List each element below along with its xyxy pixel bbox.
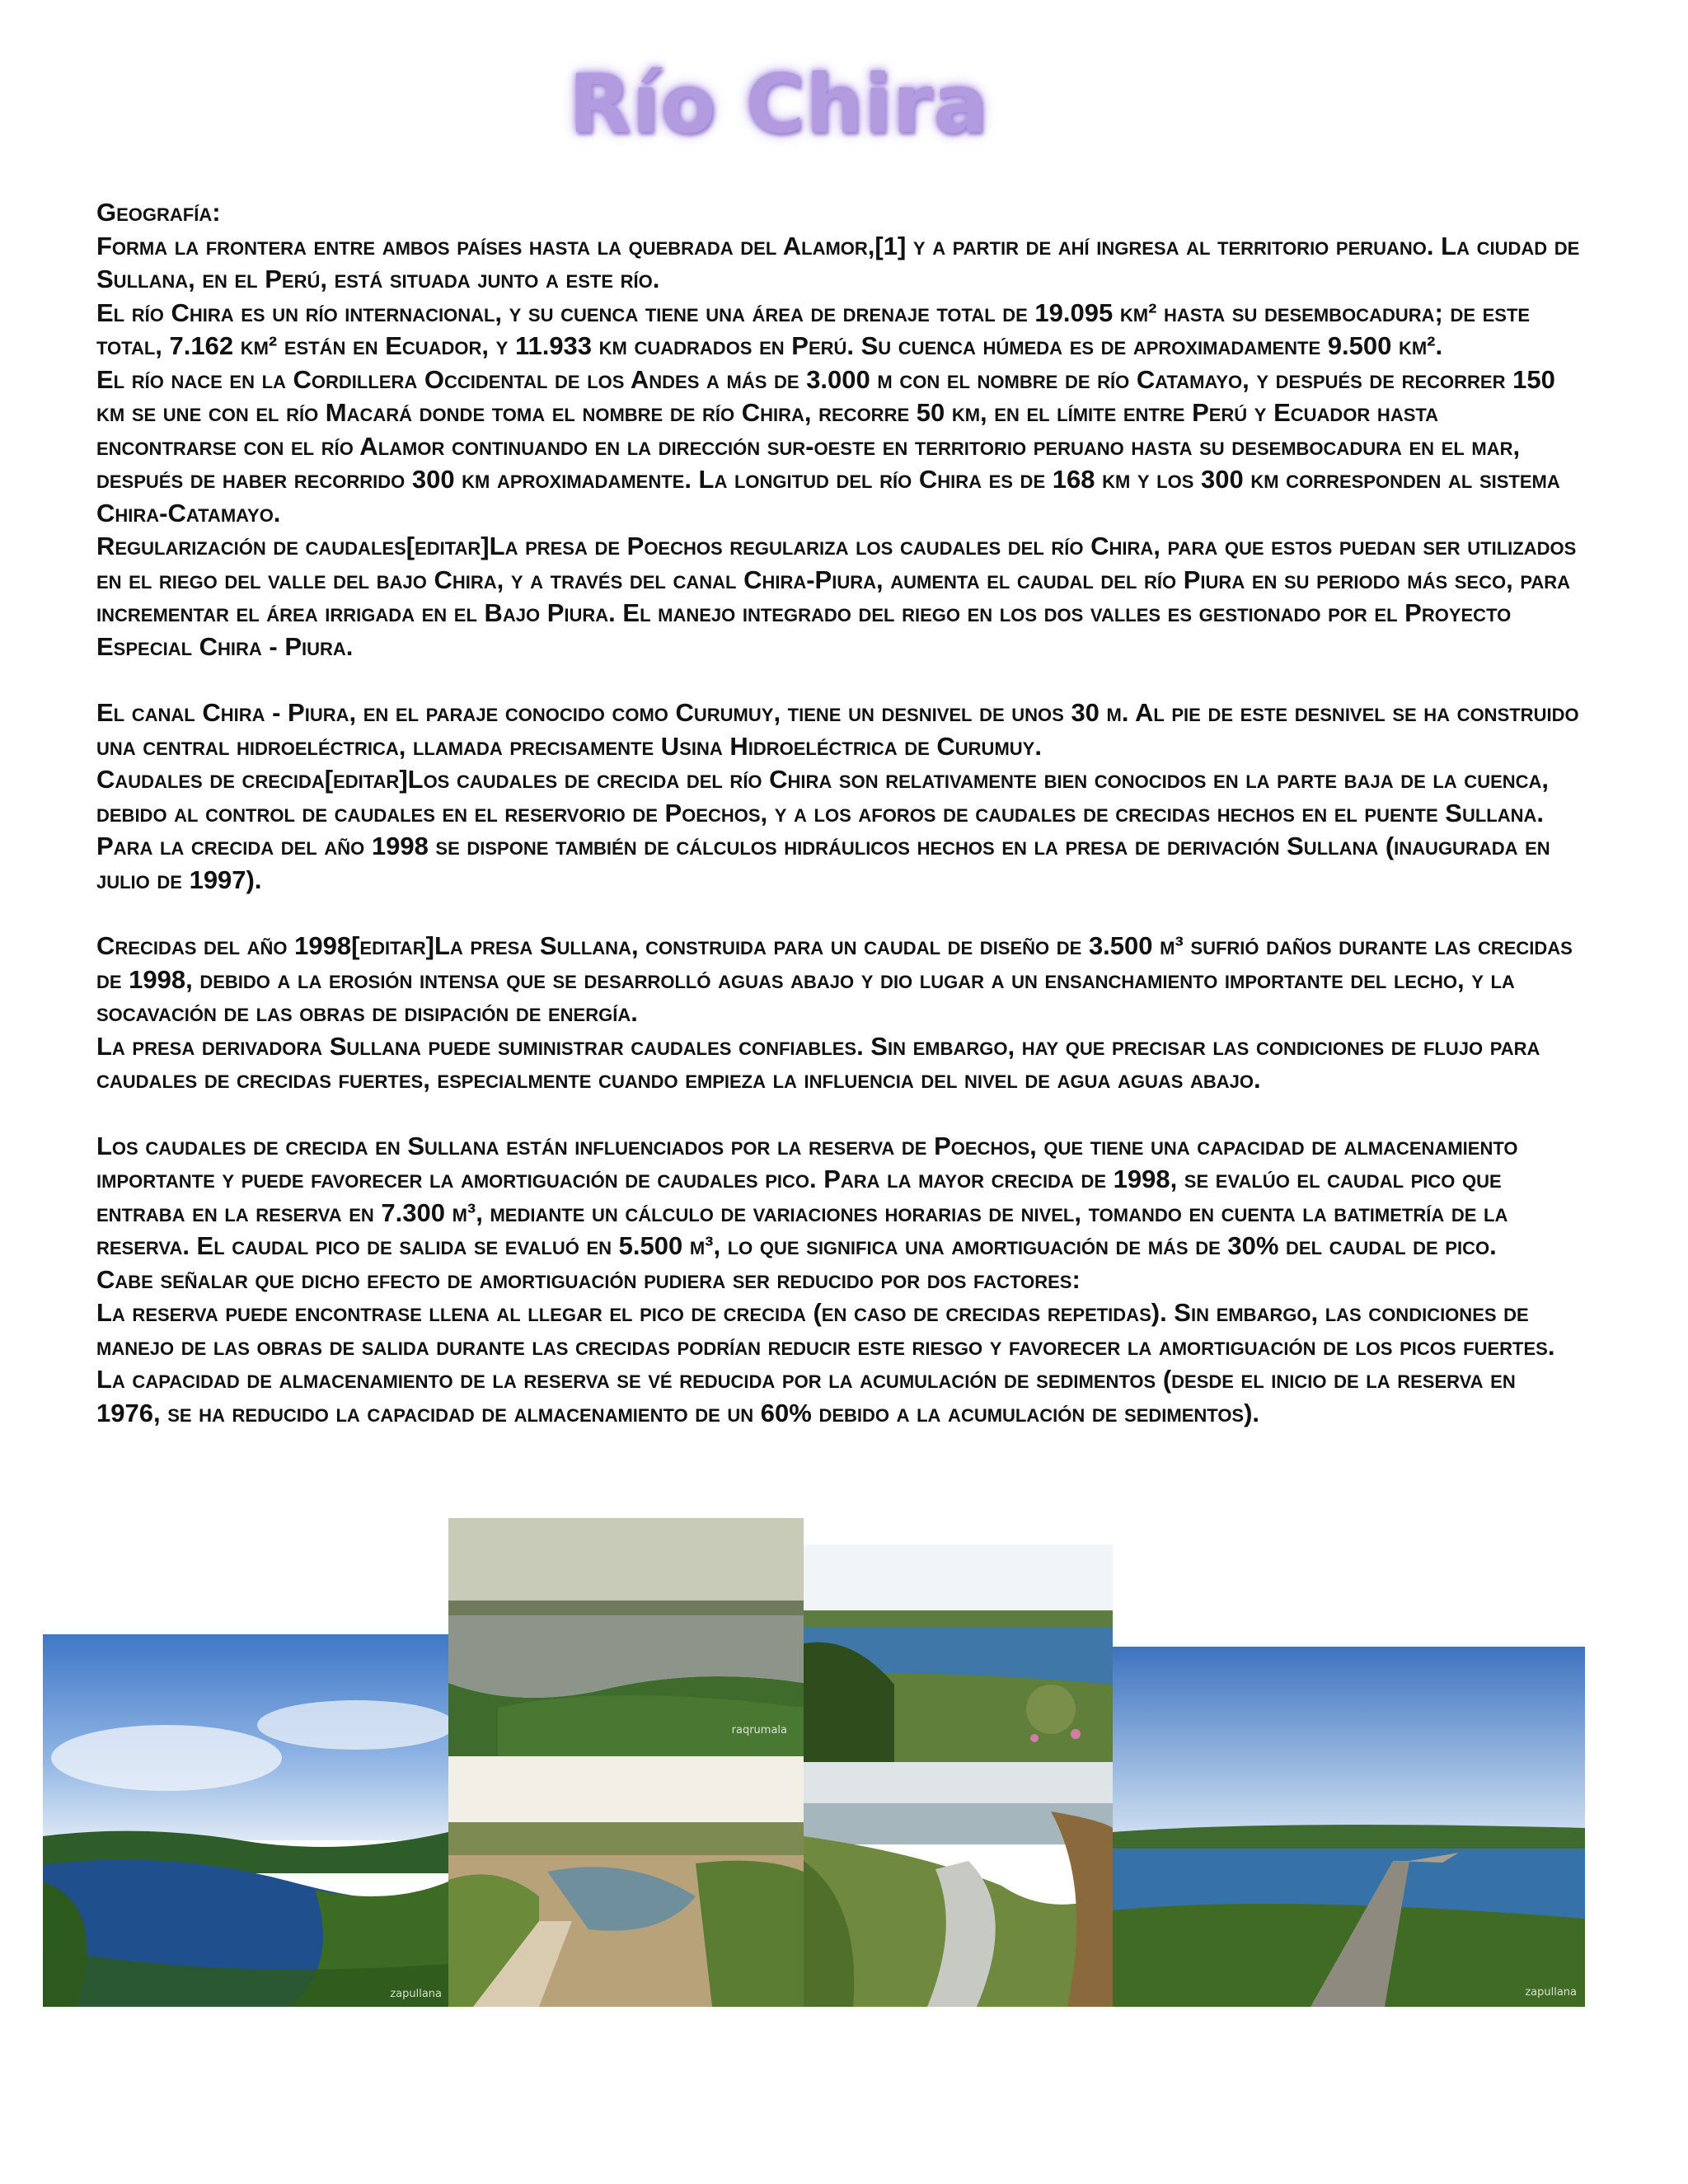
photo-caption: zapullana (1525, 1986, 1577, 1999)
paragraph: La presa derivadora Sullana puede suministrar caudales confiables. Sin embargo, hay que precisar las condiciones de flujo para caudales de crecidas fuertes, especialmente cuando empieza la influencia del nivel de agua aguas abajo. (96, 1031, 1540, 1094)
paragraph-gap (96, 1097, 1580, 1130)
paragraph: La reserva puede encontrase llena al llegar el pico de crecida (en caso de crecidas repetidas). Sin embargo, las condiciones de manejo de las obras de salida durante las crecidas podrían reducir este riesgo y favorecer la amortiguación de los picos fuertes. (96, 1298, 1555, 1361)
paragraph: Crecidas del año 1998[editar]La presa Sullana, construida para un caudal de diseño de 3.500 m³ sufrió daños durante las crecidas de 1998, debido a la erosión intensa que se desarrolló aguas abajo y dio lugar a un ensanchamiento importante del lecho, y la socavación de las obras de disipación de energía. (96, 931, 1573, 1027)
paragraph: Los caudales de crecida en Sullana están influenciados por la reserva de Poechos, que tiene una capacidad de almacenamiento importante y puede favorecer la amortiguación de caudales pico. Para la mayor crecida de 1998, se evalúo el caudal pico que entraba en la reserva en 7.300 m³, mediante un cálculo de variaciones horarias de nivel, tomando en cuenta la batimetría de la reserva. El caudal pico de salida se evaluó en 5.500 m³, lo que significa una amortiguación de más de 30% del caudal de pico. (96, 1131, 1518, 1260)
river-photo-2 (448, 1518, 804, 1756)
river-photo-1 (43, 1634, 448, 2007)
river-photo-5 (804, 1762, 1113, 2007)
paragraph: Caudales de crecida[editar]Los caudales de crecida del río Chira son relativamente bien conocidos en la parte baja de la cuenca, debido al control de caudales en el reservorio de Poechos, y a los aforos de caudales de crecidas hechos en el puente Sullana. Para la crecida del año 1998 se dispone también de cálculos hidráulicos hechos en la presa de derivación Sullana (inaugurada en julio de 1997). (96, 765, 1550, 894)
paragraph: Geografía: (96, 198, 221, 227)
body-text (96, 196, 1580, 1430)
paragraph-gap (96, 897, 1580, 930)
river-photo-6 (1113, 1647, 1585, 2007)
river-landscape-image (43, 1634, 448, 2007)
river-vegetation-image (804, 1762, 1113, 2007)
paragraph: Cabe señalar que dicho efecto de amortiguación pudiera ser reducido por dos factores: (96, 1264, 1081, 1294)
paragraph: Forma la frontera entre ambos países hasta la quebrada del Alamor,[1] y a partir de ahí ingresa al territorio peruano. La ciudad de Sullana, en el Perú, está situada junto a este río. (96, 231, 1580, 293)
paragraph-gap (96, 663, 1580, 696)
paragraph: La capacidad de almacenamiento de la reserva se vé reducida por la acumulación de sedimentos (desde el inicio de la reserva en 1976, se ha reducido la capacidad de almacenamiento de un 60% debido a la acumulación de sedimentos). (96, 1365, 1516, 1427)
paragraph: El río nace en la Cordillera Occidental de los Andes a más de 3.000 m con el nombre de río Catamayo, y después de recorrer 150 km se une con el río Macará donde toma el nombre de río Chira, recorre 50 km, en el límite entre Perú y Ecuador hasta encontrarse con el río Alamor continuando en la dirección sur-oeste en territorio peruano hasta su desembocadura en el mar, después de haber recorrido 300 km aproximadamente. La longitud del río Chira es de 168 km y los 300 km corresponden al sistema Chira-Catamayo. (96, 364, 1560, 527)
river-photo-3 (448, 1756, 804, 2007)
photo-caption: zapullana (390, 1988, 442, 2000)
paragraph: El canal Chira - Piura, en el paraje conocido como Curumuy, tiene un desnivel de unos 30 m. Al pie de este desnivel se ha construido una central hidroeléctrica, llamada precisamente Usina Hidroeléctrica de Curumuy. (96, 698, 1579, 761)
river-bridge-image (1113, 1647, 1585, 2007)
canal-landscape-image (448, 1756, 804, 2007)
page-title: Río Chira (569, 58, 989, 152)
lake-shrubs-image (804, 1544, 1113, 1762)
photo-caption: raqrumala (731, 1724, 787, 1736)
river-photo-4 (804, 1544, 1113, 1762)
paragraph: El río Chira es un río internacional, y su cuenca tiene una área de drenaje total de 19.095 km² hasta su desembocadura; de este total, 7.162 km² están en Ecuador, y 11.933 km cuadrados en Perú. Su cuenca húmeda es de aproximadamente 9.500 km². (96, 298, 1531, 360)
hazy-river-image (448, 1518, 804, 1756)
paragraph: Regularización de caudales[editar]La presa de Poechos regulariza los caudales del río Chira, para que estos puedan ser utilizados en el riego del valle del bajo Chira, y a través del canal Chira-Piura, aumenta el caudal del río Piura en su periodo más seco, para incrementar el área irrigada en el Bajo Piura. El manejo integrado del riego en los dos valles es gestionado por el Proyecto Especial Chira - Piura. (96, 532, 1577, 661)
